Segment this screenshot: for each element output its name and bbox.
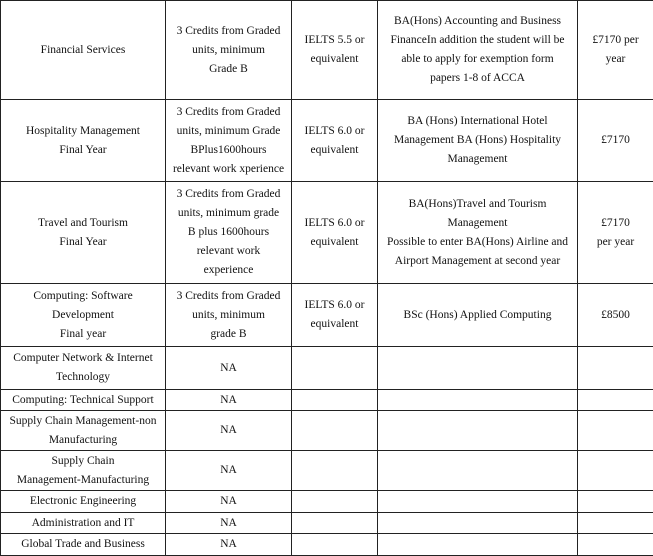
cell-text-line: Travel and Tourism <box>4 214 162 233</box>
cell-text-line: B plus 1600hours <box>169 223 288 242</box>
table-row <box>1 390 653 411</box>
cell-text-line: papers 1-8 of ACCA <box>381 69 574 88</box>
cell-text-line: per year <box>581 233 650 252</box>
course-name-cell <box>1 284 166 347</box>
entry-requirements-cell <box>166 347 292 390</box>
course-name-cell <box>1 534 166 556</box>
tuition-fee-cell <box>578 1 653 100</box>
cell-text-line: grade B <box>169 325 288 344</box>
cell-text-line: FinanceIn addition the student will be <box>381 31 574 50</box>
cell-text-line: experience <box>169 261 288 280</box>
english-requirement-cell <box>292 182 378 284</box>
entry-requirements-cell <box>166 411 292 451</box>
cell-text-line: Management-Manufacturing <box>4 471 162 490</box>
english-requirement-cell <box>292 1 378 100</box>
course-name-cell <box>1 411 166 451</box>
entry-requirements-cell <box>166 491 292 513</box>
cell-text-line: Supply Chain Management-non <box>4 412 162 431</box>
cell-text-line: IELTS 6.0 or <box>295 122 374 141</box>
cell-text-line: IELTS 5.5 or <box>295 31 374 50</box>
cell-text-line: Airport Management at second year <box>381 252 574 271</box>
cell-text-line: BPlus1600hours <box>169 141 288 160</box>
tuition-fee-cell <box>578 182 653 284</box>
cell-text-line: Technology <box>4 368 162 387</box>
cell-text-line: equivalent <box>295 315 374 334</box>
cell-text-line: Global Trade and Business <box>4 535 162 554</box>
table-row <box>1 534 653 556</box>
entry-requirements-cell <box>166 1 292 100</box>
english-requirement-cell <box>292 347 378 390</box>
cell-text-line: NA <box>169 461 288 480</box>
progression-degree-cell <box>378 390 578 411</box>
tuition-fee-cell <box>578 451 653 491</box>
english-requirement-cell <box>292 284 378 347</box>
english-requirement-cell <box>292 411 378 451</box>
cell-text-line: £8500 <box>581 306 650 325</box>
cell-text-line: 3 Credits from Graded <box>169 103 288 122</box>
english-requirement-cell <box>292 390 378 411</box>
cell-text-line: £7170 <box>581 214 650 233</box>
english-requirement-cell <box>292 513 378 534</box>
cell-text-line: Electronic Engineering <box>4 492 162 511</box>
cell-text-line: Final year <box>4 325 162 344</box>
tuition-fee-cell <box>578 534 653 556</box>
table-body <box>1 1 653 556</box>
course-name-cell <box>1 491 166 513</box>
tuition-fee-cell <box>578 513 653 534</box>
cell-text-line: Manufacturing <box>4 431 162 450</box>
english-requirement-cell <box>292 534 378 556</box>
entry-requirements-cell <box>166 451 292 491</box>
table-row <box>1 182 653 284</box>
cell-text-line: £7170 per <box>581 31 650 50</box>
cell-text-line: NA <box>169 421 288 440</box>
progression-degree-cell <box>378 513 578 534</box>
cell-text-line: equivalent <box>295 50 374 69</box>
course-name-cell <box>1 390 166 411</box>
cell-text-line: units, minimum <box>169 306 288 325</box>
course-name-cell <box>1 1 166 100</box>
english-requirement-cell <box>292 451 378 491</box>
course-name-cell <box>1 182 166 284</box>
cell-text-line: Supply Chain <box>4 452 162 471</box>
cell-text-line: able to apply for exemption form <box>381 50 574 69</box>
cell-text-line: Final Year <box>4 233 162 252</box>
table-row <box>1 1 653 100</box>
progression-degree-cell <box>378 182 578 284</box>
cell-text-line: Financial Services <box>4 41 162 60</box>
cell-text-line: IELTS 6.0 or <box>295 214 374 233</box>
cell-text-line: units, minimum <box>169 41 288 60</box>
entry-requirements-cell <box>166 534 292 556</box>
cell-text-line: NA <box>169 391 288 410</box>
entry-requirements-cell <box>166 100 292 182</box>
table-row <box>1 513 653 534</box>
cell-text-line: Computing: Software <box>4 287 162 306</box>
table-row <box>1 347 653 390</box>
progression-degree-cell <box>378 1 578 100</box>
cell-text-line: Management <box>381 214 574 233</box>
table-row <box>1 491 653 513</box>
cell-text-line: Computing: Technical Support <box>4 391 162 410</box>
cell-text-line: Grade B <box>169 60 288 79</box>
course-name-cell <box>1 100 166 182</box>
english-requirement-cell <box>292 100 378 182</box>
cell-text-line: 3 Credits from Graded <box>169 22 288 41</box>
cell-text-line: year <box>581 50 650 69</box>
tuition-fee-cell <box>578 491 653 513</box>
cell-text-line: £7170 <box>581 131 650 150</box>
table-row <box>1 451 653 491</box>
entry-requirements-cell <box>166 182 292 284</box>
course-name-cell <box>1 513 166 534</box>
cell-text-line: Hospitality Management <box>4 122 162 141</box>
progression-degree-cell <box>378 100 578 182</box>
cell-text-line: NA <box>169 492 288 511</box>
cell-text-line: BSc (Hons) Applied Computing <box>381 306 574 325</box>
cell-text-line: BA(Hons) Accounting and Business <box>381 12 574 31</box>
cell-text-line: relevant work <box>169 242 288 261</box>
cell-text-line: Final Year <box>4 141 162 160</box>
progression-degree-cell <box>378 491 578 513</box>
english-requirement-cell <box>292 491 378 513</box>
cell-text-line: units, minimum grade <box>169 204 288 223</box>
cell-text-line: BA (Hons) International Hotel <box>381 112 574 131</box>
cell-text-line: Computer Network & Internet <box>4 349 162 368</box>
cell-text-line: Possible to enter BA(Hons) Airline and <box>381 233 574 252</box>
cell-text-line: 3 Credits from Graded <box>169 185 288 204</box>
cell-text-line: equivalent <box>295 141 374 160</box>
progression-degree-cell <box>378 411 578 451</box>
table-row <box>1 284 653 347</box>
cell-text-line: Management <box>381 150 574 169</box>
course-name-cell <box>1 451 166 491</box>
cell-text-line: IELTS 6.0 or <box>295 296 374 315</box>
course-name-cell <box>1 347 166 390</box>
cell-text-line: Administration and IT <box>4 514 162 533</box>
tuition-fee-cell <box>578 390 653 411</box>
entry-requirements-cell <box>166 284 292 347</box>
entry-requirements-cell <box>166 513 292 534</box>
cell-text-line: 3 Credits from Graded <box>169 287 288 306</box>
cell-text-line: Management BA (Hons) Hospitality <box>381 131 574 150</box>
table-row <box>1 411 653 451</box>
cell-text-line: relevant work xperience <box>169 160 288 179</box>
tuition-fee-cell <box>578 347 653 390</box>
tuition-fee-cell <box>578 284 653 347</box>
cell-text-line: equivalent <box>295 233 374 252</box>
cell-text-line: Development <box>4 306 162 325</box>
cell-text-line: BA(Hons)Travel and Tourism <box>381 195 574 214</box>
cell-text-line: NA <box>169 535 288 554</box>
entry-requirements-cell <box>166 390 292 411</box>
cell-text-line: NA <box>169 514 288 533</box>
progression-degree-cell <box>378 347 578 390</box>
progression-degree-cell <box>378 284 578 347</box>
table-row <box>1 100 653 182</box>
cell-text-line: NA <box>169 359 288 378</box>
progression-degree-cell <box>378 534 578 556</box>
cell-text-line: units, minimum Grade <box>169 122 288 141</box>
tuition-fee-cell <box>578 411 653 451</box>
tuition-fee-cell <box>578 100 653 182</box>
progression-degree-cell <box>378 451 578 491</box>
